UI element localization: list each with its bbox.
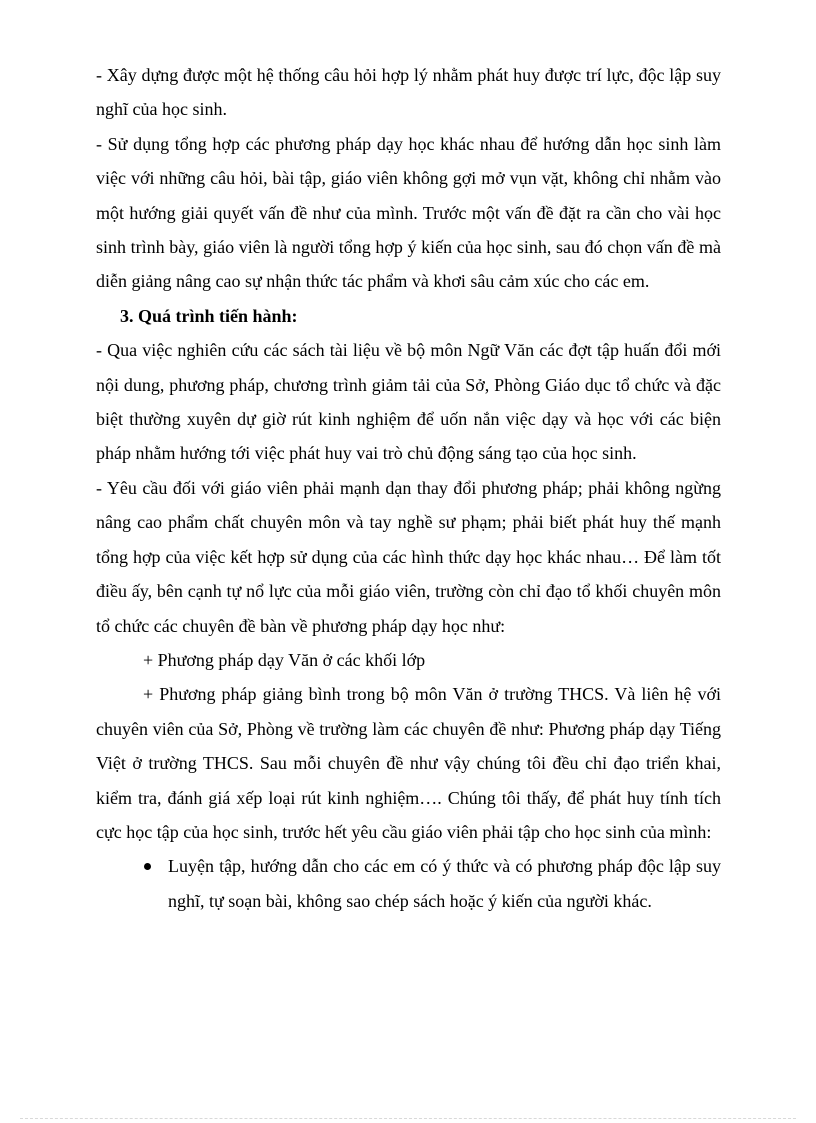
paragraph-combined-methods: - Sử dụng tổng hợp các phương pháp dạy học khác nhau để hướng dẫn học sinh làm việc với những câu hỏi, bài tập, giáo viên không gợi mở vụn vặt, không chỉ nhằm vào một hướng giải quyết vấn đề như của mình. Trước một vấn đề đặt ra cần cho vài học sinh trình bày, giáo viên là người tổng hợp ý kiến của học sinh, sau đó chọn vấn đề mà diễn giảng nâng cao sự nhận thức tác phẩm và khơi sâu cảm xúc cho các em. bbox=[96, 133, 721, 292]
sub-item-literature-methods: + Phương pháp dạy Văn ở các khối lớp bbox=[143, 649, 426, 670]
section-heading: 3. Quá trình tiến hành: bbox=[120, 305, 298, 326]
sub-item-critical-teaching: + Phương pháp giảng bình trong bộ môn Văn ở trường THCS. Và liên hệ với chuyên viên của Sở, Phòng về trường làm các chuyên đề như: Phương pháp dạy Tiếng Việt ở trường THCS. Sau mỗi chuyên đề như vậy chúng tôi đều chỉ đạo triển khai, kiểm tra, đánh giá xếp loại rút kinh nghiệm…. Chúng tôi thấy, để phát huy tính tích cực học tập của học sinh, trước hết yêu cầu giáo viên phải tập cho học sinh của mình: bbox=[96, 684, 721, 842]
bullet-text: Luyện tập, hướng dẫn cho các em có ý thức và có phương pháp độc lập suy nghĩ, tự soạn bài, không sao chép sách hoặc ý kiến của người khác. bbox=[168, 856, 721, 911]
document-body bbox=[96, 58, 721, 918]
page-bottom-divider bbox=[20, 1118, 796, 1119]
list-item bbox=[96, 849, 721, 918]
paragraph-question-system: - Xây dựng được một hệ thống câu hỏi hợp lý nhằm phát huy được trí lực, độc lập suy nghĩ của học sinh. bbox=[96, 65, 721, 120]
bullet-icon bbox=[144, 863, 151, 870]
paragraph-teacher-requirements: - Yêu cầu đối với giáo viên phải mạnh dạn thay đổi phương pháp; phải không ngừng nâng cao phẩm chất chuyên môn và tay nghề sư phạm; phải biết phát huy thế mạnh tổng hợp của việc kết hợp sử dụng của các hình thức dạy học khác nhau… Để làm tốt điều ấy, bên cạnh tự nổ lực của mỗi giáo viên, trường còn chỉ đạo tổ khối chuyên môn tổ chức các chuyên đề bàn về phương pháp dạy học như: bbox=[96, 477, 721, 636]
paragraph-research-materials: - Qua việc nghiên cứu các sách tài liệu về bộ môn Ngữ Văn các đợt tập huấn đổi mới nội dung, phương pháp, chương trình giảm tải của Sở, Phòng Giáo dục tổ chức và đặc biệt thường xuyên dự giờ rút kinh nghiệm để uốn nắn việc dạy và học với các biện pháp nhằm hướng tới việc phát huy vai trò chủ động sáng tạo của học sinh. bbox=[96, 340, 721, 464]
bullet-list bbox=[96, 849, 721, 918]
